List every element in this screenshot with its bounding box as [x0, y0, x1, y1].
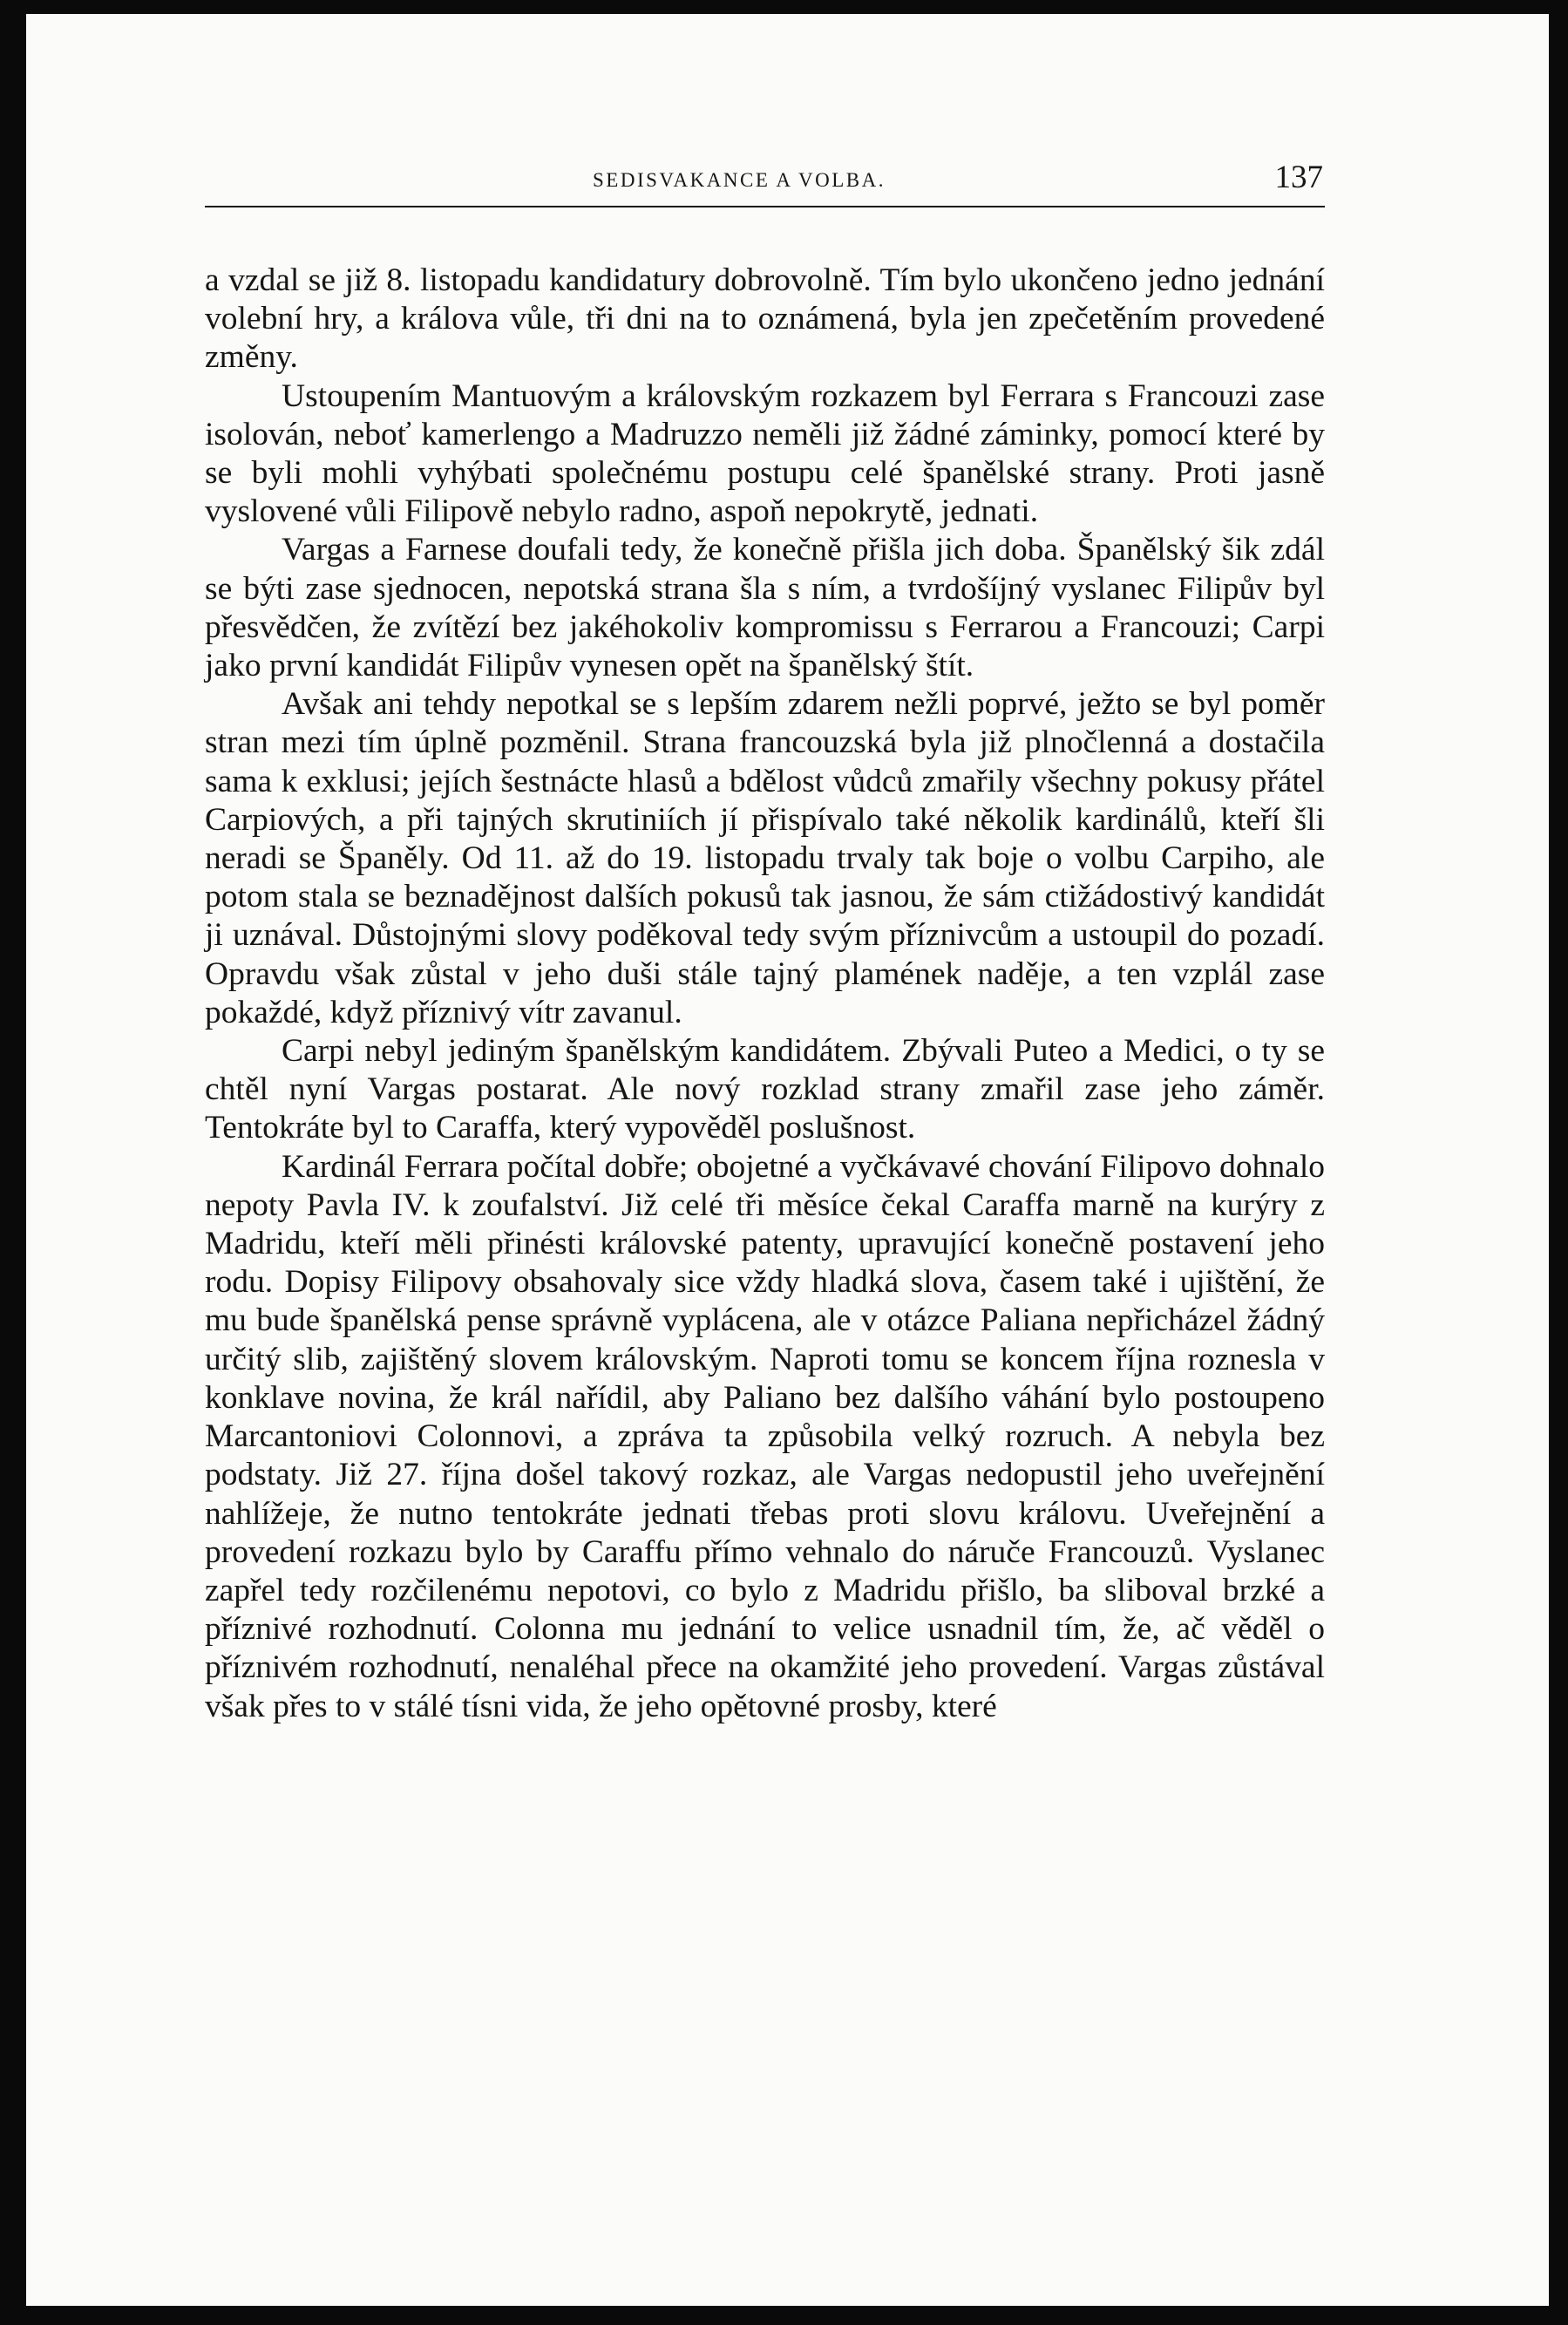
paragraph: Vargas a Farnese doufali tedy, že konečně přišla jich doba. Španělský šik zdál se býti zase sjednocen, nepotská strana šla s ním, a tvrdošíjný vyslanec Filipův byl přesvědčen, že zvítězí bez jakéhokoliv kompromissu s Ferrarou a Francouzi; Carpi jako první kandidát Filipův vynesen opět na španělský štít. [205, 532, 1325, 684]
body-text [205, 262, 1325, 1726]
running-title: SEDISVAKANCE A VOLBA. [593, 169, 886, 191]
page-number: 137 [1274, 160, 1323, 195]
paragraph: Ustoupením Mantuovým a královským rozkazem byl Ferrara s Francouzi zase isolován, neboť kamerlengo a Madruzzo neměli již žádné záminky, pomocí které by se byli mohli vyhýbati společnému postupu celé španělské strany. Proti jasně vyslovené vůli Filipově nebylo radno, aspoň nepokrytě, jednati. [205, 377, 1325, 530]
paragraph: Carpi nebyl jediným španělským kandidátem. Zbývali Puteo a Medici, o ty se chtěl nyní Vargas postarat. Ale nový rozklad strany zmařil zase jeho záměr. Tentokráte byl to Caraffa, který vypověděl poslušnost. [205, 1033, 1325, 1146]
paragraph: a vzdal se již 8. listopadu kandidatury dobrovolně. Tím bylo ukončeno jedno jednání volební hry, a králova vůle, tři dni na to oznámená, byla jen zpečetěním provedené změny. [205, 262, 1325, 376]
paragraph: Avšak ani tehdy nepotkal se s lepším zdarem nežli poprvé, ježto se byl poměr stran mezi tím úplně pozměnil. Strana francouzská byla již plnočlenná a dostačila sama k exklusi; jejích šestnácte hlasů a bdělost vůdců zmařily všechny pokusy přátel Carpiových, a při tajných skrutiniích jí přispívalo také několik kardinálů, kteří šli neradi se Španěly. Od 11. až do 19. listopadu trvaly tak boje o volbu Carpiho, ale potom stala se beznadějnost dalších pokusů tak jasnou, že sám ctižádostivý kandidát ji uznával. Důstojnými slovy poděkoval tedy svým příznivcům a ustoupil do pozadí. Opravdu však zůstal v jeho duši stále tajný plamének naděje, a ten vzplál zase pokaždé, když příznivý vítr zavanul. [205, 686, 1325, 1030]
paragraph: Kardinál Ferrara počítal dobře; obojetné a vyčkávavé chování Filipovo dohnalo nepoty Pavla IV. k zoufalství. Již celé tři měsíce čekal Caraffa marně na kurýry z Madridu, kteří měli přinésti královské patenty, upravující konečně postavení jeho rodu. Dopisy Filipovy obsahovaly sice vždy hladká slova, časem také i ujištění, že mu bude španělská pense správně vyplácena, ale v otázce Paliana nepřicházel žádný určitý slib, zajištěný slovem královským. Naproti tomu se koncem října roznesla v konklave novina, že král nařídil, aby Paliano bez dalšího váhání bylo postoupeno Marcantoniovi Colonnovi, a zpráva ta způsobila velký rozruch. A nebyla bez podstaty. Již 27. října došel takový rozkaz, ale Vargas nedopustil jeho uveřejnění nahlížeje, že nutno tentokráte jednati třebas proti slovu královu. Uveřejnění a provedení rozkazu bylo by Caraffu přímo vehnalo do náruče Francouzů. Vyslanec zapřel tedy rozčilenému nepotovi, co bylo z Madridu přišlo, ba sliboval brzké a příznivé rozhodnutí. Colonna mu jednání to velice usnadnil tím, že, ač věděl o příznivém rozhodnutí, nenaléhal přece na okamžité jeho provedení. Vargas zůstával však přes to v stálé tísni vida, že jeho opětovné prosby, které [205, 1148, 1325, 1724]
running-head [205, 145, 1325, 207]
book-page [205, 145, 1325, 1726]
